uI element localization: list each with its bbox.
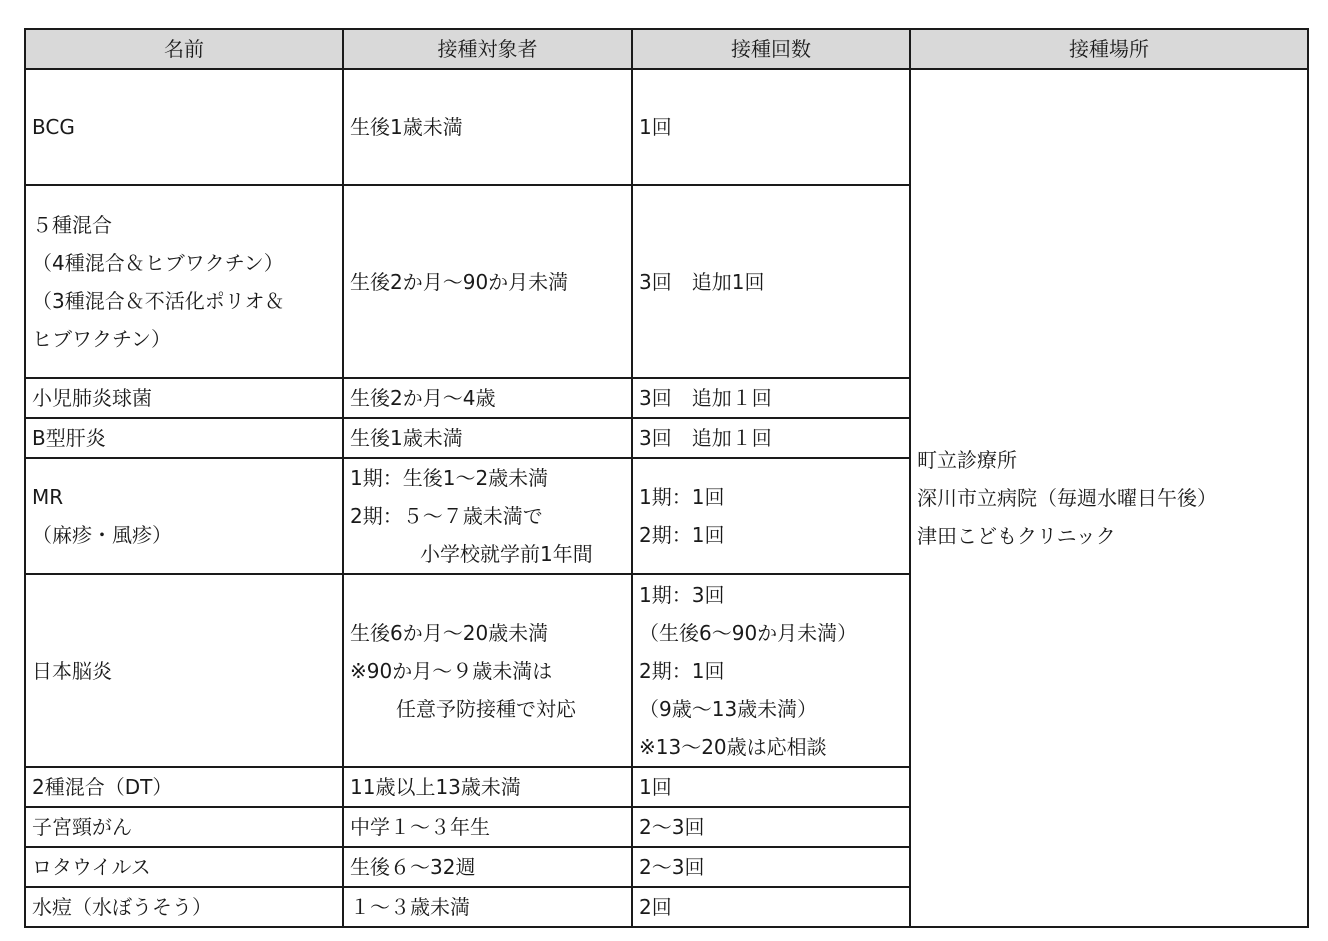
target-cell xyxy=(343,378,632,418)
table-header-row xyxy=(25,29,1308,69)
count-cell xyxy=(632,418,910,458)
target-text: 生後6か月〜20歳未満 xyxy=(350,620,549,645)
vaccine-name-cell xyxy=(25,458,343,574)
count-text: 1回 xyxy=(639,115,672,139)
target-cell xyxy=(343,574,632,767)
count-text: 2〜3回 xyxy=(639,815,705,839)
vaccine-name: 水痘（水ぼうそう） xyxy=(32,895,212,919)
target-text: １〜３歳未満 xyxy=(350,895,470,919)
target-text: 11歳以上13歳未満 xyxy=(350,775,521,799)
vaccine-name: （麻疹・風疹） xyxy=(32,523,172,547)
target-text: 生後1歳未満 xyxy=(350,115,463,139)
vaccine-name-cell xyxy=(25,807,343,847)
vaccine-name: 日本脳炎 xyxy=(32,658,112,683)
vaccine-name: 小児肺炎球菌 xyxy=(32,386,152,410)
target-cell xyxy=(343,847,632,887)
target-cell xyxy=(343,767,632,807)
vaccine-name-cell xyxy=(25,378,343,418)
target-cell xyxy=(343,458,632,574)
vaccine-name-cell xyxy=(25,767,343,807)
count-cell xyxy=(632,767,910,807)
target-text: 生後1歳未満 xyxy=(350,426,463,450)
target-text: 2期：５〜７歳未満で xyxy=(350,504,543,528)
target-cell xyxy=(343,418,632,458)
target-text: 生後2か月〜4歳 xyxy=(350,386,496,410)
place-line: 町立診療所 xyxy=(917,448,1017,472)
target-cell xyxy=(343,185,632,378)
vaccination-table xyxy=(24,28,1309,928)
vaccine-name-cell xyxy=(25,847,343,887)
target-text: ※90か月〜９歳未満は xyxy=(350,658,553,683)
vaccine-name-cell xyxy=(25,69,343,185)
target-text: 中学１〜３年生 xyxy=(350,815,490,839)
vaccine-name: （4種混合＆ヒブワクチン） xyxy=(32,250,284,275)
header-name: 名前 xyxy=(25,29,343,69)
count-text: 2〜3回 xyxy=(639,855,705,879)
header-place: 接種場所 xyxy=(910,29,1308,69)
count-text: 2期：1回 xyxy=(639,523,725,547)
count-text: 2期：1回 xyxy=(639,658,725,683)
count-text: 3回 追加1回 xyxy=(639,269,765,294)
count-text: 1期：3回 xyxy=(639,582,725,607)
vaccine-name: （3種混合＆不活化ポリオ＆ xyxy=(32,288,285,313)
vaccine-name-cell xyxy=(25,185,343,378)
count-cell xyxy=(632,574,910,767)
count-cell xyxy=(632,887,910,927)
place-line: 深川市立病院（毎週水曜日午後） xyxy=(917,486,1217,510)
count-cell xyxy=(632,69,910,185)
target-cell xyxy=(343,887,632,927)
vaccine-name-cell xyxy=(25,418,343,458)
target-text: 生後2か月〜90か月未満 xyxy=(350,269,569,294)
target-cell xyxy=(343,807,632,847)
vaccine-name-cell xyxy=(25,887,343,927)
count-text: （生後6〜90か月未満） xyxy=(639,620,858,645)
vaccine-name-cell xyxy=(25,574,343,767)
target-text: 任意予防接種で対応 xyxy=(396,696,576,721)
target-text: 1期：生後1〜2歳未満 xyxy=(350,466,549,490)
count-cell xyxy=(632,458,910,574)
vaccine-name: BCG xyxy=(32,115,75,139)
count-text: 2回 xyxy=(639,895,672,919)
count-cell xyxy=(632,847,910,887)
table-row xyxy=(25,69,1308,185)
target-text: 生後６〜32週 xyxy=(350,855,476,879)
vaccine-name: ヒブワクチン） xyxy=(32,326,171,351)
vaccine-name: 子宮頸がん xyxy=(32,815,132,839)
header-target: 接種対象者 xyxy=(343,29,632,69)
place-cell xyxy=(910,69,1308,927)
target-cell xyxy=(343,69,632,185)
vaccine-name: ロタウイルス xyxy=(32,855,151,879)
count-cell xyxy=(632,807,910,847)
vaccine-name: MR xyxy=(32,485,64,509)
vaccine-name: ５種混合 xyxy=(32,212,112,237)
vaccine-name: 2種混合（DT） xyxy=(32,775,173,799)
count-text: （9歳〜13歳未満） xyxy=(639,696,818,721)
count-text: 3回 追加１回 xyxy=(639,386,772,410)
count-text: 1期：1回 xyxy=(639,485,725,509)
count-text: 3回 追加１回 xyxy=(639,426,772,450)
header-count: 接種回数 xyxy=(632,29,910,69)
target-text: 小学校就学前1年間 xyxy=(420,542,593,566)
count-cell xyxy=(632,378,910,418)
vaccine-name: B型肝炎 xyxy=(32,426,106,450)
count-cell xyxy=(632,185,910,378)
place-line: 津田こどもクリニック xyxy=(917,524,1116,548)
count-text: 1回 xyxy=(639,775,672,799)
count-text: ※13〜20歳は応相談 xyxy=(639,734,827,759)
